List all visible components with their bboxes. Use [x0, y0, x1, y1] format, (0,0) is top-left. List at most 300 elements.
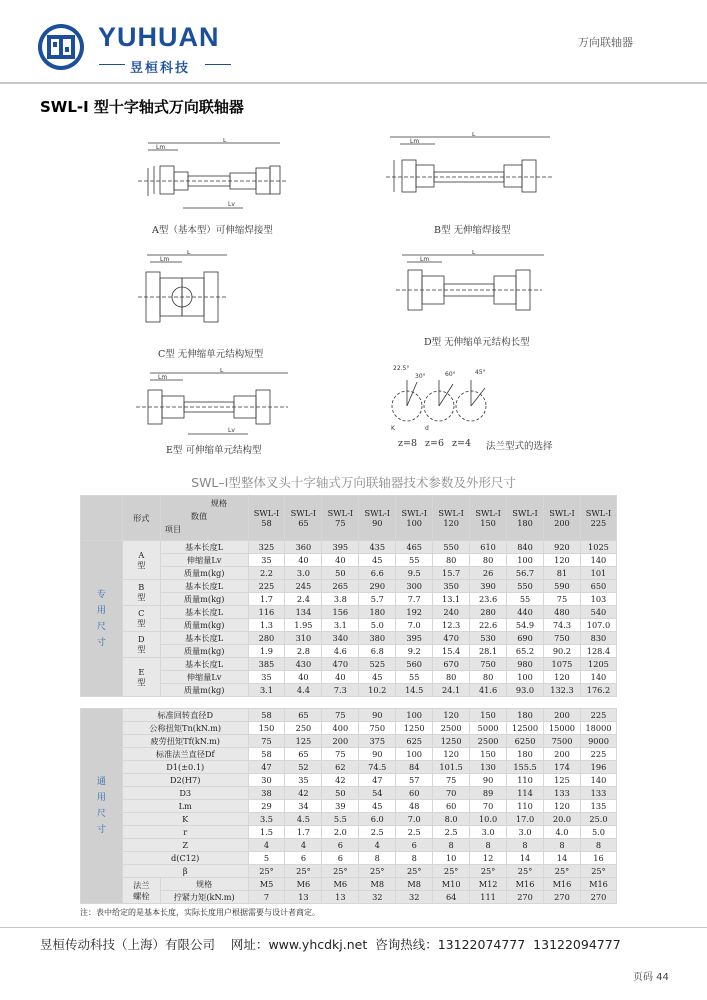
table-cell: 8	[544, 839, 581, 852]
dim-L: L	[472, 250, 476, 256]
table-cell: 133	[544, 787, 581, 800]
table-cell: 385	[248, 658, 285, 671]
table-cell: 225	[580, 709, 616, 722]
side-label-general-char: 寸	[96, 825, 106, 835]
model-header	[580, 496, 616, 541]
row-label: D2(H7)	[122, 774, 248, 787]
footer-contact	[40, 935, 621, 953]
table-cell: 80	[470, 554, 507, 567]
side-label-special-char: 尺	[96, 621, 106, 632]
page-title: SWL-I 型十字轴式万向联轴器	[40, 98, 244, 116]
row-label: 伸缩量Lv	[160, 671, 248, 684]
type-group-label-char: 型	[137, 644, 146, 654]
table-cell: 1.7	[285, 826, 322, 839]
footer-phone-1: 13122074777	[437, 937, 526, 952]
table-cell: 65	[285, 748, 322, 761]
table-cell: 110	[507, 800, 544, 813]
table-row	[81, 813, 617, 826]
table-cell: 120	[433, 748, 470, 761]
table-cell: 150	[248, 722, 285, 735]
side-header-blank	[81, 496, 123, 541]
table1-header-row	[81, 496, 617, 541]
table-cell: 435	[359, 541, 396, 554]
table-cell: 8	[359, 852, 396, 865]
table-row	[81, 619, 617, 632]
table-cell: 10.0	[470, 813, 507, 826]
header-data: 数值	[190, 511, 208, 521]
table-cell: 196	[580, 761, 616, 774]
table-cell: 200	[544, 709, 581, 722]
side-label-general	[81, 709, 123, 904]
table-cell: 690	[507, 632, 544, 645]
table-cell: 65.2	[507, 645, 544, 658]
table-cell: 9000	[580, 735, 616, 748]
table-cell: 3.0	[470, 826, 507, 839]
model-size: 100	[406, 518, 423, 528]
table-cell: 75	[433, 774, 470, 787]
row-label: 标准法兰直径Df	[122, 748, 248, 761]
table-cell: 40	[322, 671, 359, 684]
table-cell: 55	[396, 554, 433, 567]
bolt-group-label-char: 法兰	[133, 879, 150, 890]
table-row	[81, 839, 617, 852]
row-label: Z	[122, 839, 248, 852]
table-cell: 100	[507, 671, 544, 684]
table-cell: 90	[359, 748, 396, 761]
table-cell: 32	[396, 891, 433, 904]
row-label: 质量m(kg)	[160, 684, 248, 697]
table-cell: 75	[544, 593, 581, 606]
table-cell: 6.8	[359, 645, 396, 658]
type-group-label	[122, 541, 160, 580]
table-cell: 25°	[396, 865, 433, 878]
table-row	[81, 606, 617, 619]
table-cell: 1250	[433, 735, 470, 748]
dim-Lv: Lv	[228, 427, 235, 434]
table-cell: 470	[322, 658, 359, 671]
table-cell: 1075	[544, 658, 581, 671]
model-name: SWL-I	[549, 508, 575, 518]
table-cell: 55	[507, 593, 544, 606]
table-cell: 5.0	[359, 619, 396, 632]
table-row	[81, 567, 617, 580]
row-label: β	[122, 865, 248, 878]
model-size: 65	[298, 518, 309, 528]
table-cell: 65	[285, 709, 322, 722]
table-cell: 13.1	[433, 593, 470, 606]
dim-Lv: Lv	[228, 201, 235, 208]
table-cell: 750	[470, 658, 507, 671]
table-cell: 7.0	[396, 813, 433, 826]
flange-z8-label: z=8	[398, 438, 418, 449]
row-label: 标准回转直径D	[122, 709, 248, 722]
flange-z4-label: z=4	[452, 438, 472, 449]
table-cell: 375	[359, 735, 396, 748]
model-header	[507, 496, 544, 541]
table-cell: 38	[248, 787, 285, 800]
table-cell: 125	[285, 735, 322, 748]
table-row	[81, 684, 617, 697]
table-cell: 100	[396, 748, 433, 761]
caption-flange-selection: 法兰型式的选择	[486, 441, 553, 452]
model-size: 225	[590, 518, 607, 528]
table-cell: 440	[507, 606, 544, 619]
table-cell: 2.5	[359, 826, 396, 839]
company-logo	[36, 22, 86, 72]
table-cell: 2500	[470, 735, 507, 748]
table-cell: 103	[580, 593, 616, 606]
table-cell: 360	[285, 541, 322, 554]
table-cell: 2.4	[285, 593, 322, 606]
table-cell: 180	[507, 709, 544, 722]
table-cell: 5.5	[322, 813, 359, 826]
angle-60: 60°	[445, 371, 456, 378]
table-cell: 25°	[470, 865, 507, 878]
row-label: K	[122, 813, 248, 826]
table-cell: 270	[544, 891, 581, 904]
table-cell: 7.7	[396, 593, 433, 606]
table-row	[81, 787, 617, 800]
table-cell: 750	[544, 632, 581, 645]
side-label-special	[81, 541, 123, 697]
type-group-label	[122, 580, 160, 606]
table-cell: 16	[580, 852, 616, 865]
table-cell: M8	[359, 878, 396, 891]
dim-Lm: Lm	[410, 138, 420, 145]
table-row	[81, 554, 617, 567]
model-name: SWL-I	[512, 508, 538, 518]
type-group-label-char: 型	[137, 676, 146, 687]
table-cell: 395	[396, 632, 433, 645]
dim-Lm: Lm	[160, 256, 170, 263]
table-cell: 81	[544, 567, 581, 580]
table-cell: 90	[470, 774, 507, 787]
table-cell: 57	[396, 774, 433, 787]
header-diagonal-cell	[160, 496, 248, 541]
angle-30: 30°	[415, 373, 426, 380]
table-cell: 350	[433, 580, 470, 593]
table-cell: 75	[322, 709, 359, 722]
table-cell: 74.5	[359, 761, 396, 774]
table-cell: 41.6	[470, 684, 507, 697]
table-cell: 650	[580, 580, 616, 593]
type-group-label-char: D	[138, 634, 145, 644]
table-cell: 7	[248, 891, 285, 904]
table-cell: 560	[396, 658, 433, 671]
table-cell: 1.5	[248, 826, 285, 839]
table-cell: 270	[580, 891, 616, 904]
model-header	[248, 496, 285, 541]
table-cell: 25°	[322, 865, 359, 878]
model-header	[285, 496, 322, 541]
caption-type-e: E型 可伸缩单元结构型	[166, 445, 262, 456]
brand-divider-right	[205, 64, 231, 65]
table-cell: 525	[359, 658, 396, 671]
angle-45: 45°	[475, 369, 486, 376]
table-row	[81, 761, 617, 774]
table-cell: 470	[433, 632, 470, 645]
side-label-special-char: 用	[96, 605, 106, 616]
table-cell: 180	[359, 606, 396, 619]
model-size: 90	[372, 518, 383, 528]
table-cell: 7500	[544, 735, 581, 748]
table-cell: 23.6	[470, 593, 507, 606]
table-cell: 35	[248, 671, 285, 684]
row-label: 基本长度L	[160, 658, 248, 671]
table-cell: 100	[507, 554, 544, 567]
table-cell: 830	[580, 632, 616, 645]
table-cell: 12	[470, 852, 507, 865]
table-cell: 80	[433, 671, 470, 684]
table-cell: 340	[322, 632, 359, 645]
table-cell: 25°	[580, 865, 616, 878]
table-cell: 265	[322, 580, 359, 593]
table-cell: 300	[396, 580, 433, 593]
table-cell: 14.5	[396, 684, 433, 697]
table-cell: 10	[433, 852, 470, 865]
table-cell: 90	[359, 709, 396, 722]
table-cell: 42	[285, 787, 322, 800]
table-row	[81, 645, 617, 658]
page-number: 页码 44	[633, 972, 669, 983]
table-cell: 50	[322, 567, 359, 580]
table-cell: 176.2	[580, 684, 616, 697]
table-cell: 2.0	[322, 826, 359, 839]
bolt-group-label-char: 螺栓	[133, 890, 150, 901]
table-cell: 90.2	[544, 645, 581, 658]
table-cell: 6	[322, 839, 359, 852]
table-cell: 62	[322, 761, 359, 774]
table-cell: 13	[322, 891, 359, 904]
table-row	[81, 891, 617, 904]
row-label: D3	[122, 787, 248, 800]
table-cell: 920	[544, 541, 581, 554]
header-item: 项目	[164, 524, 182, 534]
model-name: SWL-I	[438, 508, 464, 518]
table-cell: 310	[285, 632, 322, 645]
table-cell: 32	[359, 891, 396, 904]
row-label: 质量m(kg)	[160, 593, 248, 606]
header-form: 形式	[122, 496, 160, 541]
table-cell: 156	[322, 606, 359, 619]
model-header	[359, 496, 396, 541]
table-cell: 4.0	[544, 826, 581, 839]
table-cell: 140	[580, 671, 616, 684]
table-cell: 174	[544, 761, 581, 774]
table-cell: 9.2	[396, 645, 433, 658]
table-cell: 192	[396, 606, 433, 619]
table-cell: 25°	[359, 865, 396, 878]
table-cell: 14	[544, 852, 581, 865]
table-cell: 125	[544, 774, 581, 787]
table-cell: 5.7	[359, 593, 396, 606]
model-name: SWL-I	[253, 508, 280, 518]
table-cell: 18000	[580, 722, 616, 735]
table-cell: 135	[580, 800, 616, 813]
table-cell: 400	[322, 722, 359, 735]
table-row	[81, 580, 617, 593]
row-label: Lm	[122, 800, 248, 813]
table-cell: 200	[322, 735, 359, 748]
table-cell: 25°	[507, 865, 544, 878]
header-divider	[0, 82, 707, 84]
table-cell: 110	[507, 774, 544, 787]
table-cell: 120	[433, 709, 470, 722]
table-cell: M16	[544, 878, 581, 891]
table-cell: 25°	[433, 865, 470, 878]
diagram-type-d	[382, 250, 562, 330]
footer-site-link[interactable]: www.yhcdkj.net	[268, 937, 368, 952]
table-cell: 140	[580, 554, 616, 567]
table-cell: 120	[544, 671, 581, 684]
diagram-type-b	[380, 132, 560, 214]
table-cell: 55	[396, 671, 433, 684]
table-cell: 101	[580, 567, 616, 580]
table-cell: 1.7	[248, 593, 285, 606]
table-cell: 750	[359, 722, 396, 735]
brand-name-en: YUHUAN	[98, 22, 220, 52]
caption-type-d: D型 无伸缩单元结构长型	[424, 337, 530, 348]
table-cell: 610	[470, 541, 507, 554]
table-row	[81, 658, 617, 671]
table-cell: 480	[544, 606, 581, 619]
table-cell: 40	[285, 554, 322, 567]
table-row	[81, 671, 617, 684]
table-cell: 64	[433, 891, 470, 904]
row-label: 质量m(kg)	[160, 567, 248, 580]
row-label: 质量m(kg)	[160, 645, 248, 658]
model-size: 75	[335, 518, 346, 528]
model-header	[322, 496, 359, 541]
table-cell: 395	[322, 541, 359, 554]
table-row	[81, 852, 617, 865]
table-cell: 15.7	[433, 567, 470, 580]
diagram-flange-patterns	[385, 358, 495, 438]
table-cell: 58	[248, 709, 285, 722]
side-label-general-char: 用	[96, 793, 106, 803]
table-cell: 6	[285, 852, 322, 865]
table-cell: 60	[396, 787, 433, 800]
header-spec: 规格	[210, 498, 228, 508]
table-cell: 3.5	[248, 813, 285, 826]
table-row	[81, 800, 617, 813]
table-cell: 6.6	[359, 567, 396, 580]
type-group-label-char: A	[138, 549, 145, 560]
table-cell: 28.1	[470, 645, 507, 658]
table-cell: 25.0	[580, 813, 616, 826]
table-cell: 1.95	[285, 619, 322, 632]
table-cell: 15.4	[433, 645, 470, 658]
table-cell: 280	[470, 606, 507, 619]
table-cell: 30	[248, 774, 285, 787]
table-cell: 7.0	[396, 619, 433, 632]
type-group-label-char: 型	[137, 592, 146, 602]
model-size: 180	[517, 518, 533, 528]
row-label: 伸缩量Lv	[160, 554, 248, 567]
footer-site-label: 网址：	[230, 937, 269, 952]
row-label: 质量m(kg)	[160, 619, 248, 632]
model-name: SWL-I	[585, 508, 612, 518]
table-cell: 40	[285, 671, 322, 684]
table-cell: 130	[470, 761, 507, 774]
table-cell: 250	[285, 722, 322, 735]
table-cell: 70	[470, 800, 507, 813]
row-label: 基本长度L	[160, 580, 248, 593]
table-cell: 25°	[248, 865, 285, 878]
table-cell: M5	[248, 878, 285, 891]
table-cell: 670	[433, 658, 470, 671]
table-cell: 14	[507, 852, 544, 865]
table-cell: 150	[470, 709, 507, 722]
side-label-general-char: 通	[96, 777, 106, 787]
table-cell: 6.0	[359, 813, 396, 826]
type-group-label-char: 型	[137, 559, 146, 570]
table-cell: 2.2	[248, 567, 285, 580]
table-cell: 8	[396, 852, 433, 865]
model-name: SWL-I	[475, 508, 501, 518]
table-cell: 70	[433, 787, 470, 800]
footer-divider	[0, 927, 707, 928]
table-cell: 380	[359, 632, 396, 645]
table-cell: 8	[507, 839, 544, 852]
table-cell: 980	[507, 658, 544, 671]
model-header	[470, 496, 507, 541]
row-label: 基本长度L	[160, 541, 248, 554]
footnote: 注：表中给定的是基本长度，实际长度用户根据需要与设计者商定。	[80, 908, 320, 917]
table-row	[81, 632, 617, 645]
table-cell: 120	[544, 800, 581, 813]
table-cell: 128.4	[580, 645, 616, 658]
general-dimensions-table	[80, 708, 617, 904]
table-cell: 2500	[433, 722, 470, 735]
table-cell: 34	[285, 800, 322, 813]
table-cell: 270	[507, 891, 544, 904]
table-row	[81, 826, 617, 839]
category-label: 万向联轴器	[578, 36, 633, 49]
table-cell: 80	[470, 671, 507, 684]
model-name: SWL-I	[327, 508, 354, 518]
bolt-group-label	[122, 878, 160, 904]
table-row	[81, 735, 617, 748]
table-cell: 150	[470, 748, 507, 761]
table-cell: 54	[359, 787, 396, 800]
table-cell: 4.6	[322, 645, 359, 658]
dim-L: L	[472, 132, 476, 138]
model-size: 150	[480, 518, 496, 528]
angle-22-5: 22.5°	[393, 365, 410, 372]
table-cell: 116	[248, 606, 285, 619]
footer-phone-label: 咨询热线：	[375, 937, 438, 952]
table-cell: 1.3	[248, 619, 285, 632]
table-cell: 56.7	[507, 567, 544, 580]
row-label: D1(±0.1)	[122, 761, 248, 774]
table-cell: 47	[359, 774, 396, 787]
table-cell: 325	[248, 541, 285, 554]
table-cell: M16	[580, 878, 616, 891]
table-cell: 240	[433, 606, 470, 619]
table-cell: 4	[359, 839, 396, 852]
table-cell: 12500	[507, 722, 544, 735]
diagram-type-c	[132, 250, 252, 340]
table-cell: 80	[433, 554, 470, 567]
row-label: 公称扭矩Tn(kN.m)	[122, 722, 248, 735]
table-cell: 155.5	[507, 761, 544, 774]
row-label: 规格	[160, 878, 248, 891]
table-cell: 5.0	[580, 826, 616, 839]
table-row	[81, 541, 617, 554]
dim-L: L	[220, 368, 224, 374]
table-cell: 3.0	[507, 826, 544, 839]
